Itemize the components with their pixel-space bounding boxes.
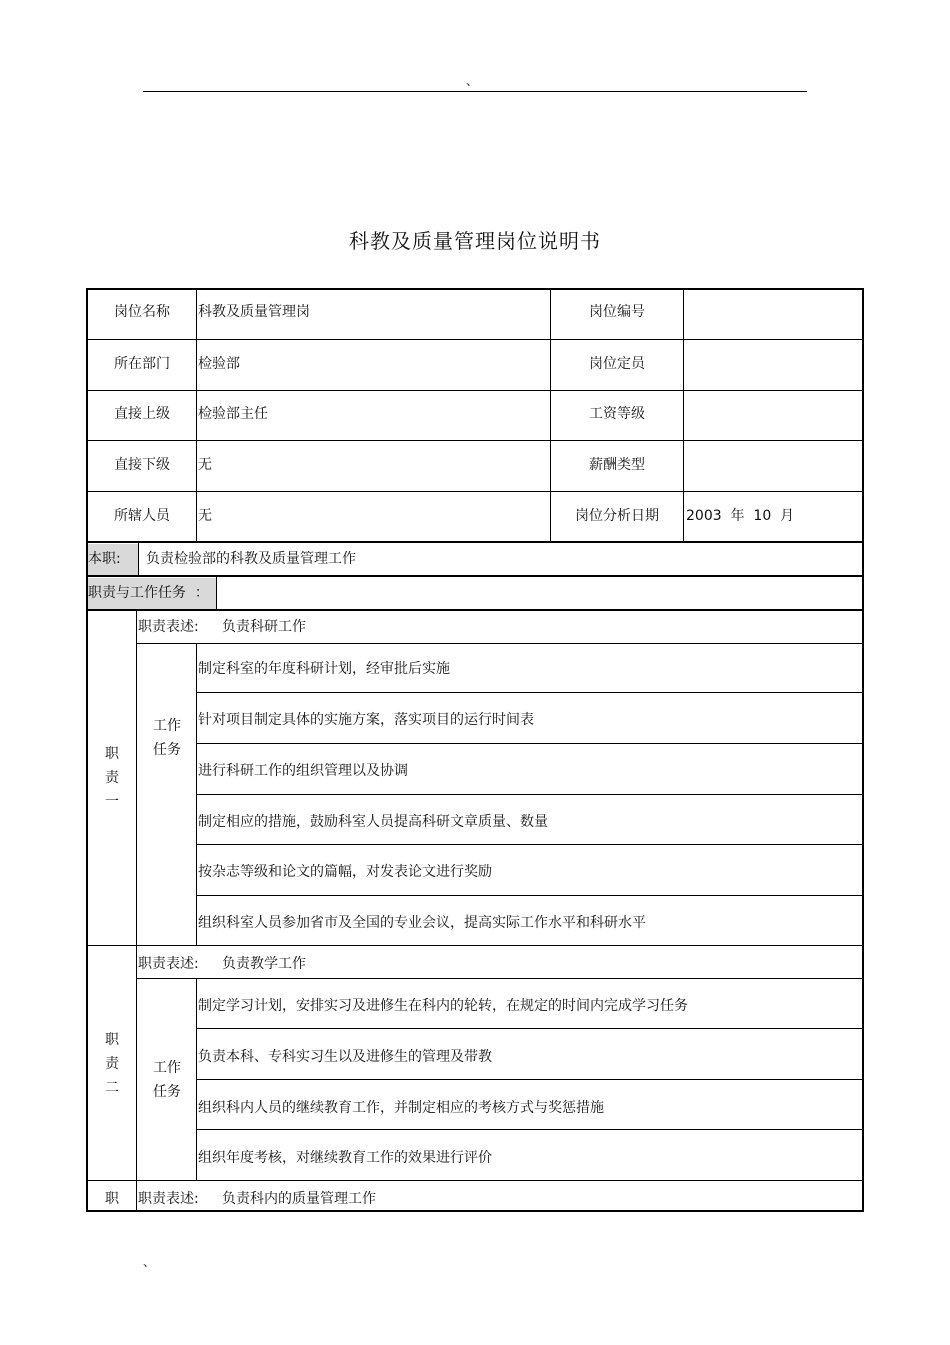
row-line xyxy=(86,575,864,577)
row-line xyxy=(196,1028,864,1029)
row-line xyxy=(86,440,864,441)
label-direct-subordinate: 直接下级 xyxy=(114,457,170,473)
value-department: 检验部 xyxy=(198,356,240,372)
row-line xyxy=(196,743,864,744)
label-department: 所在部门 xyxy=(114,356,170,372)
row-line xyxy=(86,945,864,946)
header-rule xyxy=(143,91,807,92)
label-pay-type: 薪酬类型 xyxy=(589,457,645,473)
row-line xyxy=(86,609,864,611)
duty1-desc: 负责科研工作 xyxy=(222,619,306,635)
row-line xyxy=(196,895,864,896)
value-direct-subordinate: 无 xyxy=(198,457,212,473)
col-line xyxy=(138,543,139,575)
job-description-table xyxy=(86,288,864,1212)
row-line xyxy=(86,491,864,492)
value-direct-superior: 检验部主任 xyxy=(198,406,268,422)
row-line xyxy=(196,794,864,795)
duty1-task: 制定科室的年度科研计划，经审批后实施 xyxy=(198,661,450,677)
duty1-tasks-label: 工作 任务 xyxy=(153,718,181,758)
col-line xyxy=(683,289,684,541)
col-line xyxy=(196,289,197,541)
duty1-task: 针对项目制定具体的实施方案，落实项目的运行时间表 xyxy=(198,712,534,728)
duty2-task: 组织科内人员的继续教育工作，并制定相应的考核方式与奖惩措施 xyxy=(198,1100,604,1116)
duty3-label: 职 xyxy=(105,1191,119,1207)
duty2-task: 负责本科、专科实习生以及进修生的管理及带教 xyxy=(198,1049,492,1065)
duty2-tasks-label: 工作 任务 xyxy=(153,1060,181,1100)
value-staff: 无 xyxy=(198,508,212,524)
duties-header: 职责与工作任务 ： xyxy=(88,585,209,601)
duty2-task: 制定学习计划，安排实习及进修生在科内的轮转，在规定的时间内完成学习任务 xyxy=(198,998,688,1014)
duty2-task: 组织年度考核，对继续教育工作的效果进行评价 xyxy=(198,1150,492,1166)
duty1-label: 职 责 一 xyxy=(105,746,119,810)
duty1-task: 按杂志等级和论文的篇幅，对发表论文进行奖励 xyxy=(198,864,492,880)
duty2-desc: 负责教学工作 xyxy=(222,956,306,972)
duty3-desc: 负责科内的质量管理工作 xyxy=(222,1191,376,1207)
row-line xyxy=(136,643,864,644)
duty1-task: 组织科室人员参加省市及全国的专业会议，提高实际工作水平和科研水平 xyxy=(198,915,646,931)
label-salary-grade: 工资等级 xyxy=(589,406,645,422)
footer-mark: 、 xyxy=(143,1255,156,1269)
col-line xyxy=(216,577,217,609)
row-line xyxy=(136,978,864,979)
row-line xyxy=(196,844,864,845)
label-staff: 所辖人员 xyxy=(114,508,170,524)
row-line xyxy=(86,339,864,340)
col-line xyxy=(136,611,137,1211)
label-position-code: 岗位编号 xyxy=(589,304,645,320)
summary-text: 负责检验部的科教及质量管理工作 xyxy=(146,551,356,567)
duty3-desc-label: 职责表述: xyxy=(138,1191,199,1207)
label-analysis-date: 岗位分析日期 xyxy=(575,508,659,524)
value-position-name: 科教及质量管理岗 xyxy=(198,304,310,320)
value-analysis-date: 2003 年 10 月 xyxy=(686,508,795,524)
duty1-desc-label: 职责表述: xyxy=(138,619,199,635)
row-line xyxy=(86,541,864,543)
duty1-task: 制定相应的措施，鼓励科室人员提高科研文章质量、数量 xyxy=(198,814,548,830)
duty2-label: 职 责 二 xyxy=(105,1032,119,1096)
label-headcount: 岗位定员 xyxy=(589,356,645,372)
label-position-name: 岗位名称 xyxy=(114,304,170,320)
row-line xyxy=(86,390,864,391)
document-title: 科教及质量管理岗位说明书 xyxy=(349,229,601,253)
row-line xyxy=(196,1129,864,1130)
label-direct-superior: 直接上级 xyxy=(114,406,170,422)
duty2-desc-label: 职责表述: xyxy=(138,956,199,972)
header-mark: 、 xyxy=(466,74,479,88)
row-line xyxy=(196,692,864,693)
summary-label: 本职: xyxy=(88,551,121,567)
row-line xyxy=(86,1180,864,1181)
row-line xyxy=(196,1079,864,1080)
duty1-task: 进行科研工作的组织管理以及协调 xyxy=(198,763,408,779)
